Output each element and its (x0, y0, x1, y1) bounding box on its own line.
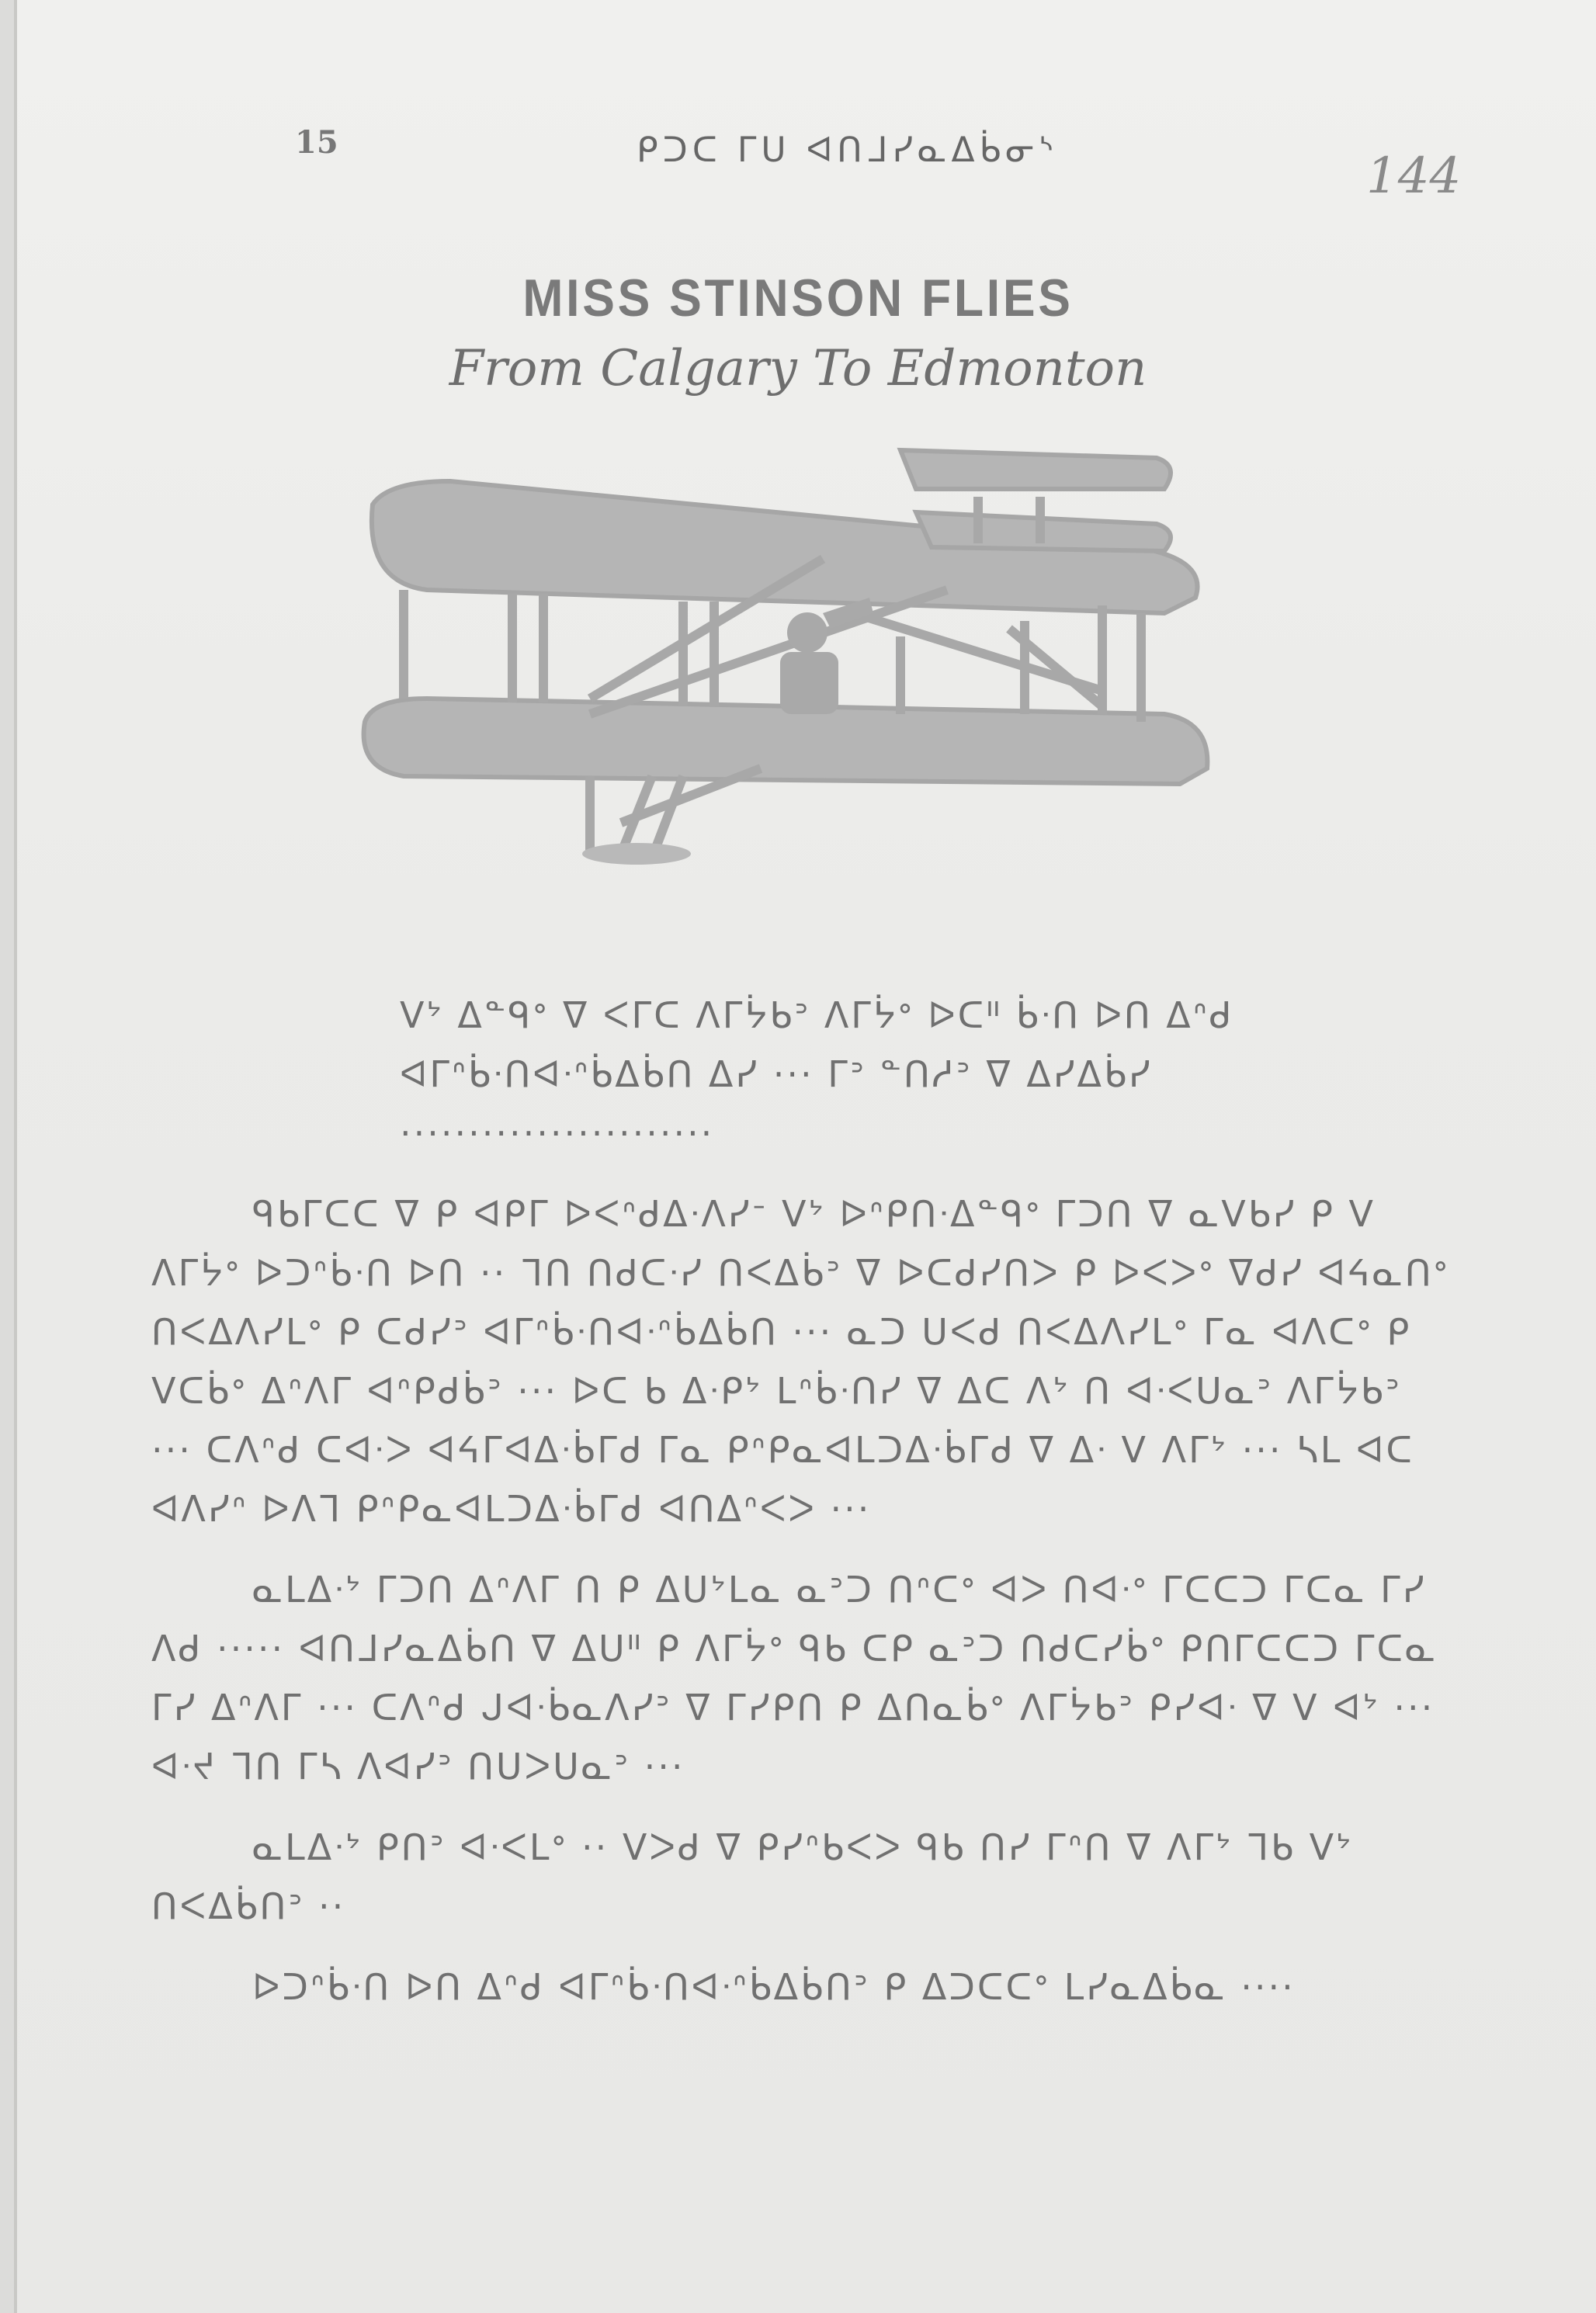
paragraph-5: ᐅᑐᐢᑳᐧᑎ ᐅᑎ ᐃᐢᑯ ᐊᒥᐢᑳᐧᑎᐊᐧᐢᑳᐃᑳᑎᐣ ᑭ ᐃᑐᑕᑕᐤ ᒪᓯᓇᐃᑳᓇ ···· (252, 1966, 1296, 2008)
paragraph-4: ᓇᒪᐃᐧᔾ ᑭᑎᐣ ᐊᐧᐸᒪᐤ ·· ᐯᐳᑯ ᐁ ᑭᓯᐢᑲᐸᐳ ᑫᑲ ᑎᓯ ᒥᐢᑎ ᐁ ᐱᒥᔾ ᒣᑲ ᐯᔾ ᑎᐸᐃᑳᑎᐣ ·· (151, 1826, 1354, 1927)
article-body (151, 986, 1455, 2038)
page-number: 15 (295, 124, 338, 161)
article-title: MISS STINSON FLIES (522, 269, 1074, 328)
running-head: ᑭᑐᑕ ᒥᑌ ᐊᑎᒧᓯᓇᐃᑳᓂᔅ (637, 130, 1059, 170)
biplane-illustration-icon (357, 435, 1226, 869)
paragraph-2: ᑫᑲᒥᑕᑕ ᐁ ᑭ ᐊᑭᒥ ᐅᐸᐢᑯᐃᐧᐱᓯᐨ ᐯᔾ ᐅᐢᑭᑎᐧᐃᓐᑫᐤ ᒥᑐᑎ ᐁ ᓇᐯᑲᓯ ᑭ ᐯ ᐱᒥᔮᐤ ᐅᑐᐢᑳᐧᑎ ᐅᑎ ·· ᒣᑎ ᑎᑯᑕᐧᓯ ᑎᐸᐃᑳᐣ ᐁ ᐅᑕᑯᓯᑎᐳ ᑭ ᐅᐸᐳᐤ ᐁᑯᓯ ᐊᔦᓇᑎᐤ ᑎᐸᐃᐱᓯᒪᐤ ᑭ ᑕᑯᓯᐣ ᐊᒥᐢᑳᐧᑎᐊᐧᐢᑳᐃᑳᑎ ··· ᓇᑐ ᑌᐸᑯ ᑎᐸᐃᐱᓯᒪᐤ ᒥᓇ ᐊᐱᑕᐤ ᑭ ᐯᑕᑳᐤ ᐃᐢᐱᒥ ᐊᐢᑭᑯᑳᐣ ··· ᐅᑕ ᑲ ᐃᐧᑭᔾ ᒪᐢᑳᐧᑎᓯ ᐁ ᐃᑕ ᐱᔾ ᑎ ᐊᐧᐸᑌᓇᐣ ᐱᒥᔮᑲᐣ ··· ᑕᐱᐢᑯ ᑕᐊᐧᐳ ᐊᔦᒥᐊᐃᐧᑳᒥᑯ ᒥᓇ ᑭᐢᑭᓇᐊᒪᑐᐃᐧᑳᒥᑯ ᐁ ᐃᐧ ᐯ ᐱᒥᔾ ··· ᓴᒪ ᐊᑕ ᐊᐱᓯᐢ ᐅᐱᒣ ᑭᐢᑭᓇᐊᒪᑐᐃᐧᑳᒥᑯ ᐊᑎᐃᐢᐸᐳ ··· (151, 1193, 1450, 1530)
paragraph-3: ᓇᒪᐃᐧᔾ ᒥᑐᑎ ᐃᐢᐱᒥ ᑎ ᑭ ᐃᑌᔾᒪᓇ ᓇᐣᑐ ᑎᐢᑕᐤ ᐊᐳ ᑎᐊᐧᐤ ᒥᑕᑕᑐ ᒥᑕᓇ ᒥᓯ ᐱᑯ ····· ᐊᑎᒧᓯᓇᐃᑳᑎ ᐁ ᐃᑌᐦ ᑭ ᐱᒥᔮᐤ ᑫᑲ ᑕᑭ ᓇᐣᑐ ᑎᑯᑕᓯᑳᐤ ᑭᑎᒥᑕᑕᑐ ᒥᑕᓇ ᒥᓯ ᐃᐢᐱᒥ ··· ᑕᐱᐢᑯ ᒍᐊᐧᑳᓇᐱᓯᐣ ᐁ ᒥᓯᑭᑎ ᑭ ᐃᑎᓇᑳᐤ ᐱᒥᔮᑲᐣ ᑭᓯᐊᐧ ᐁ ᐯ ᐊᔾ ··· ᐊᐧᔪ ᒣᑎ ᒥᓴ ᐱᐊᓯᐣ ᑎᑌᐳᑌᓇᐣ ··· (151, 1569, 1438, 1788)
handwritten-page-number: 144 (1366, 147, 1462, 205)
article-subtitle: From Calgary To Edmonton (449, 340, 1147, 397)
paragraph-intro: ᐯᔾ ᐃᓐᑫᐤ ᐁ ᐸᒥᑕ ᐱᒥᔮᑲᐣ ᐱᒥᔮᐤ ᐅᑕᐦ ᑳᐧᑎ ᐅᑎ ᐃᐢᑯ ᐊᒥᐢᑳᐧᑎᐊᐧᐢᑳᐃᑳᑎ ᐃᓯ ··· ᒥᐣ ᓐᑎᓱᐣ ᐁ ᐃᓯᐃᑳᓯ ······················· (400, 994, 1234, 1154)
